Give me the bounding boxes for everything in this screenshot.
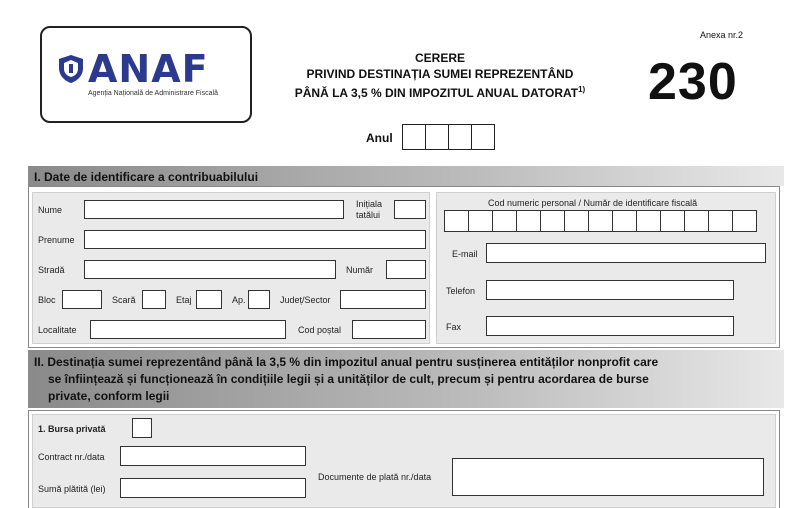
anaf-logo [58,47,209,91]
localitate-field[interactable] [90,320,286,339]
nume-label: Nume [38,205,63,215]
cnp-digit-box[interactable] [564,210,589,232]
cnp-digit-box[interactable] [660,210,685,232]
cnp-digit-box[interactable] [540,210,565,232]
ap-field[interactable] [248,290,270,309]
cnp-label: Cod numeric personal / Număr de identificare fiscală [488,198,698,208]
contract-field[interactable] [120,446,306,466]
documente-label: Documente de plată nr./data [318,472,432,482]
bursa-label: 1. Bursa privată [38,424,106,434]
initiala-label: Inițiala [356,199,383,209]
email-field[interactable] [486,243,766,263]
fax-label: Fax [446,322,462,332]
judet-label: Județ/Sector [280,295,331,305]
form-number: 230 [648,53,738,111]
logo-text: ANAF [88,47,209,91]
scara-field[interactable] [142,290,166,309]
section-2-title-line-2: se înființează și funcționează în condițiile legii și a unităților de cult, precum și pentru acordarea de burse [48,372,649,386]
cnp-digit-box[interactable] [468,210,493,232]
section-2-title-line-1: II. Destinația sumei reprezentând până la 3,5 % din impozitul anual pentru susținerea entităților nonprofit care [34,355,659,369]
cnp-digit-box[interactable] [516,210,541,232]
numar-field[interactable] [386,260,426,279]
year-digit-box[interactable] [471,124,495,150]
initiala-field[interactable] [394,200,426,219]
title-line-1: CERERE [414,51,465,65]
suma-label: Sumă plătită (lei) [38,484,106,494]
bloc-field[interactable] [62,290,102,309]
telefon-label: Telefon [446,286,476,296]
section-1-header: I. Date de identificare a contribuabilului [28,166,784,186]
cnp-digit-box[interactable] [588,210,613,232]
shield-icon [58,54,84,84]
bloc-label: Bloc [38,295,56,305]
annex-label: Anexa nr.2 [700,30,744,40]
cnp-digit-box[interactable] [444,210,469,232]
cnp-input[interactable] [444,210,756,232]
form-title [290,50,590,101]
documente-field[interactable] [452,458,764,496]
year-label: Anul [366,131,393,145]
title-line-2: PRIVIND DESTINAȚIA SUMEI REPREZENTÂND [306,67,574,81]
etaj-field[interactable] [196,290,222,309]
year-digit-box[interactable] [402,124,426,150]
anaf-logo-box [40,26,252,123]
cnp-digit-box[interactable] [612,210,637,232]
cod-postal-label: Cod poștal [298,325,342,335]
strada-field[interactable] [84,260,336,279]
fax-field[interactable] [486,316,734,336]
title-line-3: PÂNĂ LA 3,5 % DIN IMPOZITUL ANUAL DATORAT$^{1)}$ [294,85,586,100]
tatalui-label: tatălui [356,210,381,220]
section-2-header [28,350,784,408]
cnp-digit-box[interactable] [732,210,757,232]
prenume-label: Prenume [38,235,75,245]
ap-label: Ap. [232,295,246,305]
judet-field[interactable] [340,290,426,309]
cnp-digit-box[interactable] [636,210,661,232]
year-digit-box[interactable] [448,124,472,150]
bursa-checkbox[interactable] [132,418,152,438]
telefon-field[interactable] [486,280,734,300]
year-input[interactable] [402,124,494,150]
nume-field[interactable] [84,200,344,219]
contract-label: Contract nr./data [38,452,105,462]
logo-subtitle: Agenția Națională de Administrare Fiscală [88,90,218,97]
year-digit-box[interactable] [425,124,449,150]
cod-postal-field[interactable] [352,320,426,339]
title-footnote: 1) [578,85,586,94]
cnp-digit-box[interactable] [684,210,709,232]
suma-field[interactable] [120,478,306,498]
email-label: E-mail [452,249,478,259]
prenume-field[interactable] [84,230,426,249]
cnp-digit-box[interactable] [492,210,517,232]
localitate-label: Localitate [38,325,77,335]
etaj-label: Etaj [176,295,192,305]
cnp-digit-box[interactable] [708,210,733,232]
numar-label: Număr [346,265,374,275]
section-2-title-line-3: private, conform legii [48,389,170,403]
strada-label: Stradă [38,265,65,275]
scara-label: Scară [112,295,136,305]
